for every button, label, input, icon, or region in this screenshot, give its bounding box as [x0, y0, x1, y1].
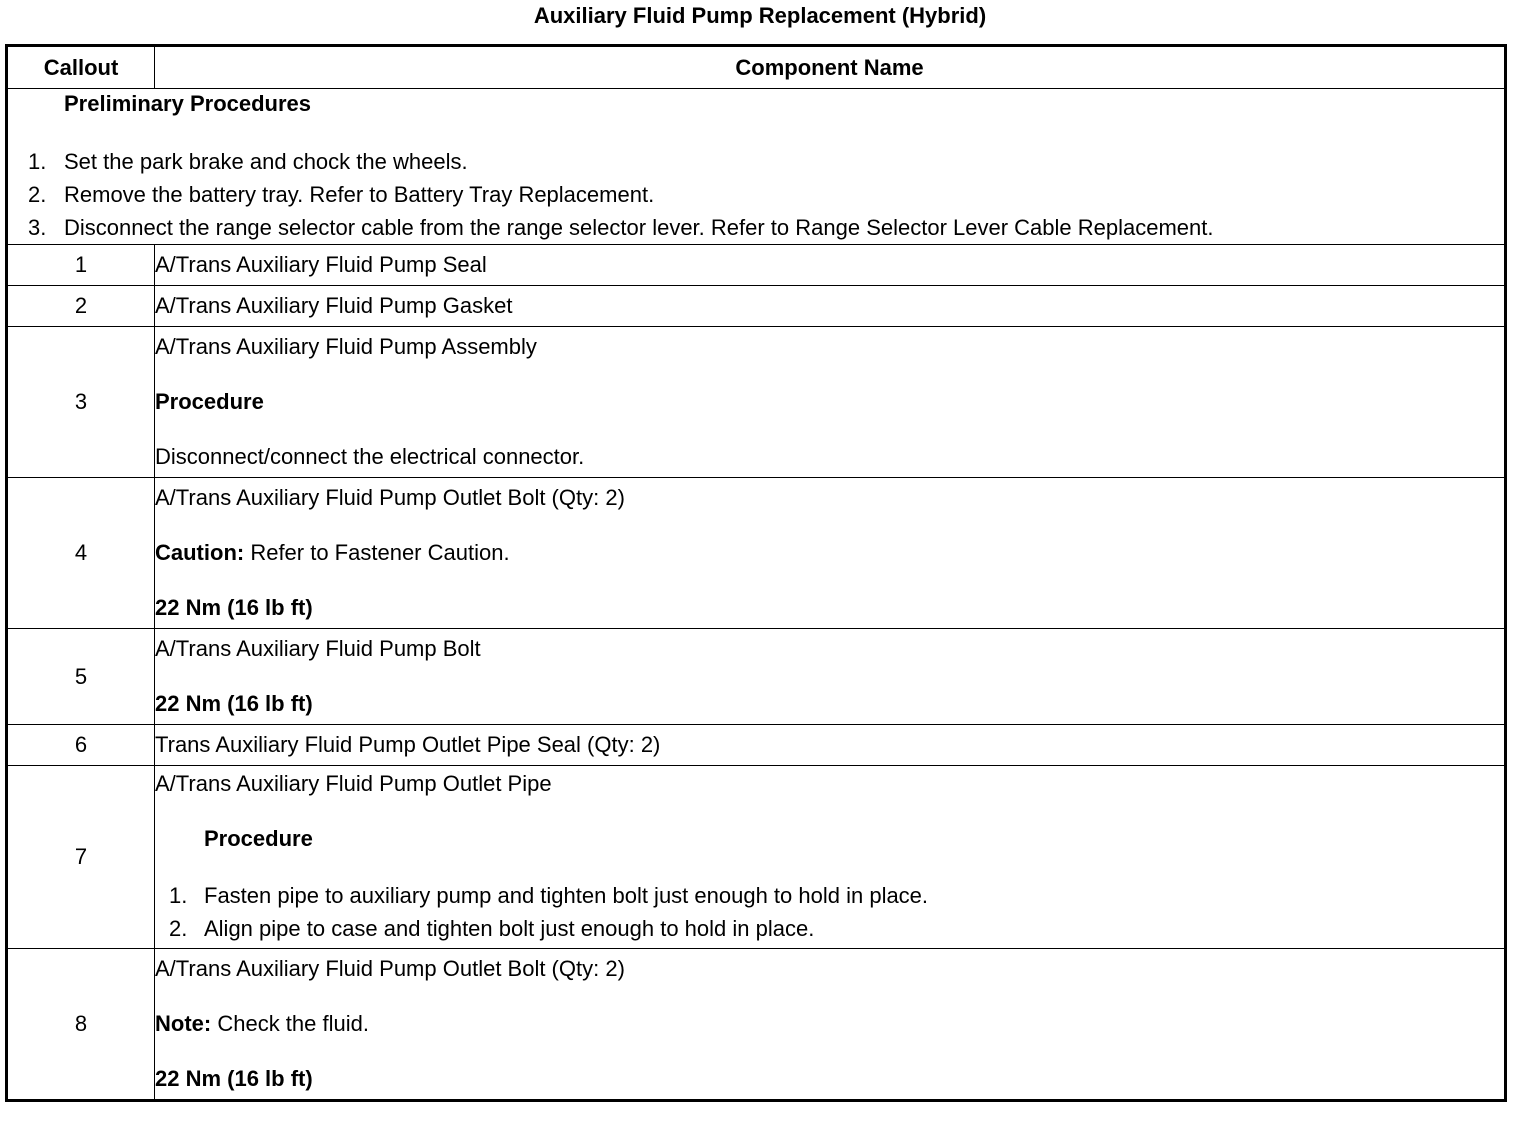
component-cell: A/Trans Auxiliary Fluid Pump Seal: [155, 245, 1506, 286]
note-text: Check the fluid.: [211, 1011, 369, 1036]
procedure-step: [155, 912, 1504, 945]
table-row: [7, 327, 1506, 478]
preliminary-row: [7, 89, 1506, 245]
callout-cell: 2: [7, 286, 155, 327]
preliminary-steps: [8, 145, 1504, 244]
callout-cell: 1: [7, 245, 155, 286]
torque-spec: 22 Nm (16 lb ft): [155, 1066, 313, 1091]
step-text: Remove the battery tray. Refer to Battery Tray Replacement.: [64, 182, 655, 207]
component-cell: Trans Auxiliary Fluid Pump Outlet Pipe Seal (Qty: 2): [155, 725, 1506, 766]
step-number: 1.: [169, 883, 188, 908]
note-label: Note:: [155, 1011, 212, 1036]
page-title: Auxiliary Fluid Pump Replacement (Hybrid): [533, 3, 987, 28]
table-row: [7, 286, 1506, 327]
callout-cell: 4: [7, 478, 155, 629]
component-header: Component Name: [155, 46, 1506, 89]
component-cell: [155, 327, 1506, 478]
preliminary-heading: Preliminary Procedures: [64, 91, 312, 116]
procedure-step: [155, 879, 1504, 912]
preliminary-procedures: [7, 89, 1506, 245]
component-cell: [155, 478, 1506, 629]
step-text: Disconnect the range selector cable from the range selector lever. Refer to Range Selector Lever Cable Replacement.: [64, 215, 1214, 240]
procedure-label: Procedure: [155, 389, 264, 414]
component-name: A/Trans Auxiliary Fluid Pump Bolt: [155, 636, 481, 661]
note-line: [155, 1009, 1504, 1039]
callout-cell: 3: [7, 327, 155, 478]
table-header-row: [7, 46, 1506, 89]
procedure-table: [5, 44, 1507, 1102]
caution-text: Refer to Fastener Caution.: [244, 540, 510, 565]
torque-spec: 22 Nm (16 lb ft): [155, 691, 313, 716]
component-name: A/Trans Auxiliary Fluid Pump Outlet Bolt (Qty: 2): [155, 956, 625, 981]
step-text: Align pipe to case and tighten bolt just enough to hold in place.: [204, 916, 815, 941]
component-cell: [155, 629, 1506, 725]
component-name: A/Trans Auxiliary Fluid Pump Outlet Pipe: [155, 771, 552, 796]
step-number: 2.: [28, 182, 47, 207]
callout-cell: 6: [7, 725, 155, 766]
table-row: [7, 478, 1506, 629]
step-number: 2.: [169, 916, 188, 941]
step-number: 3.: [28, 215, 47, 240]
table-row: [7, 725, 1506, 766]
component-cell: [155, 949, 1506, 1101]
component-name: A/Trans Auxiliary Fluid Pump Outlet Bolt (Qty: 2): [155, 485, 625, 510]
callout-cell: 7: [7, 766, 155, 949]
table-row: [7, 245, 1506, 286]
component-cell: [155, 766, 1506, 949]
callout-cell: 8: [7, 949, 155, 1101]
step-text: Fasten pipe to auxiliary pump and tighten bolt just enough to hold in place.: [204, 883, 929, 908]
caution-line: [155, 538, 1504, 568]
preliminary-step: [8, 211, 1504, 244]
preliminary-step: [8, 145, 1504, 178]
component-name: A/Trans Auxiliary Fluid Pump Assembly: [155, 334, 537, 359]
component-cell: A/Trans Auxiliary Fluid Pump Gasket: [155, 286, 1506, 327]
procedure-label: Procedure: [204, 826, 313, 851]
callout-header: Callout: [7, 46, 155, 89]
step-number: 1.: [28, 149, 47, 174]
procedure-text: Disconnect/connect the electrical connector.: [155, 444, 585, 469]
step-text: Set the park brake and chock the wheels.: [64, 149, 468, 174]
callout-cell: 5: [7, 629, 155, 725]
preliminary-step: [8, 178, 1504, 211]
procedure-steps: [155, 879, 1504, 945]
table-row: [7, 949, 1506, 1101]
table-row: [7, 766, 1506, 949]
torque-spec: 22 Nm (16 lb ft): [155, 595, 313, 620]
caution-label: Caution:: [155, 540, 245, 565]
table-row: [7, 629, 1506, 725]
